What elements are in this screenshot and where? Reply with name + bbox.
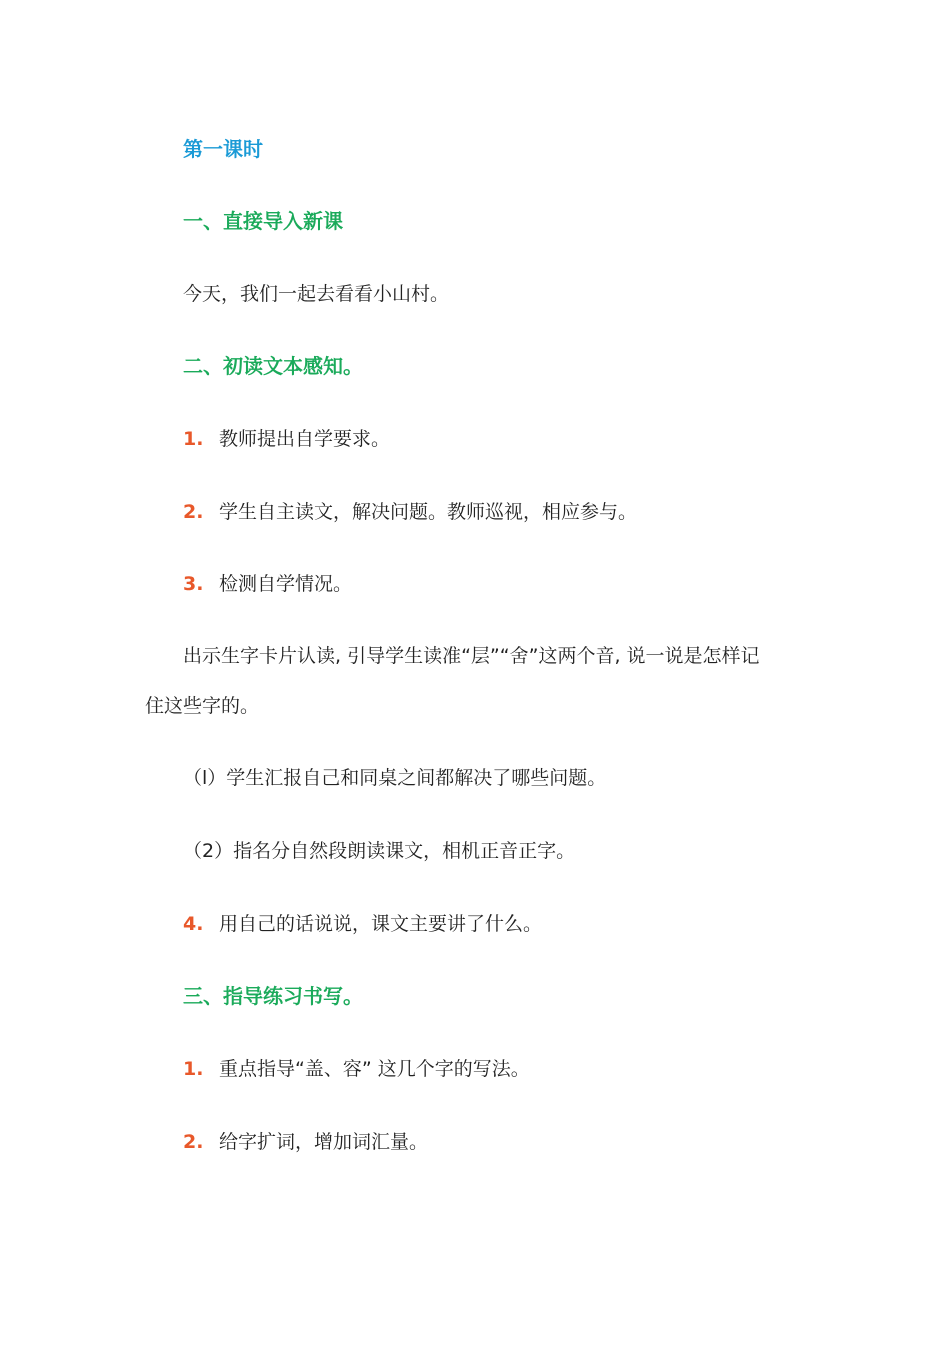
item-text: 重点指导“盖、容” 这几个字的写法。 — [219, 1058, 530, 1080]
section3-heading: 三、指导练习书写。 — [183, 984, 363, 1008]
item-text: 给字扩词，增加词汇量。 — [219, 1131, 429, 1153]
section2-item-4 — [183, 912, 542, 936]
section2-heading: 二、初读文本感知。 — [183, 354, 363, 378]
item-number: 2. — [183, 1131, 204, 1153]
paragraph-line-1: 出示生字卡片认读, 引导学生读准“层”“舍”这两个音, 说一说是怎样记 — [183, 645, 760, 667]
item-number: 3. — [183, 573, 204, 595]
item-text: 检测自学情况。 — [219, 573, 353, 595]
item-number: 1. — [183, 428, 204, 450]
section3-item-1 — [183, 1057, 530, 1081]
section3-item-2 — [183, 1130, 428, 1154]
section2-item-2 — [183, 500, 637, 524]
item-text: 用自己的话说说，课文主要讲了什么。 — [219, 913, 543, 935]
section2-item-1 — [183, 427, 390, 451]
sub-item-2: （2）指名分自然段朗读课文，相机正音正字。 — [183, 840, 576, 862]
section2-item-3 — [183, 572, 352, 596]
item-number: 1. — [183, 1058, 204, 1080]
lesson-title: 第一课时 — [183, 137, 263, 161]
section1-heading: 一、直接导入新课 — [183, 209, 343, 233]
item-number: 4. — [183, 913, 204, 935]
item-text: 教师提出自学要求。 — [219, 428, 391, 450]
item-text: 学生自主读文，解决问题。教师巡视，相应参与。 — [219, 501, 638, 523]
sub-item-1: （l）学生汇报自己和同桌之间都解决了哪些问题。 — [183, 767, 607, 789]
paragraph-line-2: 住这些字的。 — [145, 695, 260, 717]
section1-text: 今天，我们一起去看看小山村。 — [183, 283, 450, 305]
item-number: 2. — [183, 501, 204, 523]
